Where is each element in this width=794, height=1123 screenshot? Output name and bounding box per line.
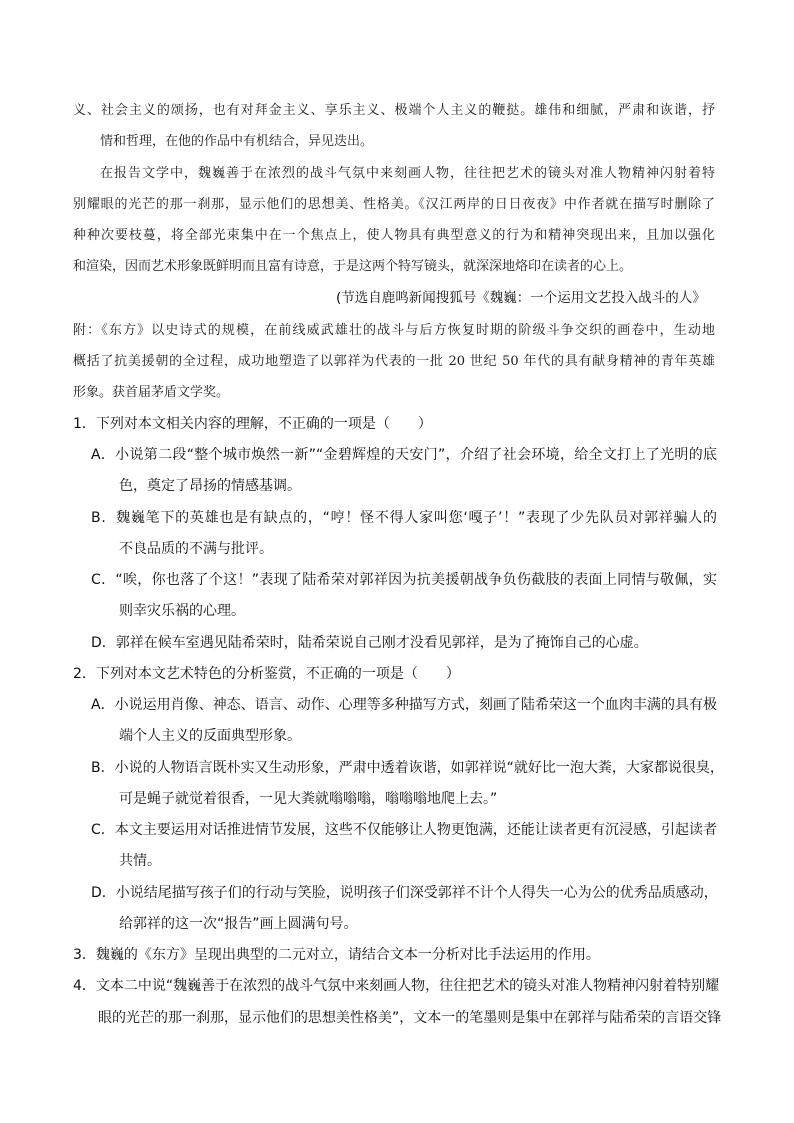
appendix-note-line-1: 附：《东方》以史诗式的规模，在前线威武雄壮的战斗与后方恢复时期的阶级斗争交织的画卷中，生动地 [73, 323, 715, 338]
question-2-option-d-line-2: 给郭祥的这一次“报告”画上圆满句号。 [119, 916, 358, 932]
question-2-option-c-line-2: 共情。 [119, 853, 161, 869]
question-1-option-c-line-2: 则幸灾乐祸的心理。 [119, 603, 245, 619]
text2-paragraph-2-line-1: 在报告文学中，魏巍善于在浓烈的战斗气氛中来刻画人物，往往把艺术的镜头对准人物精神闪射着特 [100, 166, 715, 181]
text2-paragraph-2-line-3: 种种次要枝蔓，将全部光束集中在一个焦点上，使人物具有典型意义的行为和精神突现出来，且加以强化 [73, 228, 715, 243]
appendix-note-line-2: 概括了抗美援朝的全过程，成功地塑造了以郭祥为代表的一批 20 世纪 50 年代的具有献身精神的青年英雄 [73, 354, 715, 369]
text2-paragraph-2-line-4: 和渲染，因而艺术形象既鲜明而且富有诗意，于是这两个特写镜头，就深深地烙印在读者的心上。 [73, 259, 633, 274]
question-1-option-b-line-2: 不良品质的不满与批评。 [119, 541, 273, 557]
question-2-option-c-line-1: C．本文主要运用对话推进情节发展，这些不仅能够让人物更饱满，还能让读者更有沉浸感，引起读者 [91, 822, 717, 838]
question-2-option-a-line-2: 端个人主义的反面典型形象。 [119, 728, 301, 744]
question-1-option-a-line-1: A．小说第二段“整个城市焕然一新”“金碧辉煌的天安门”，介绍了社会环境，给全文打上了光明的底 [91, 447, 717, 463]
appendix-note-line-3: 形象。获首届茅盾文学奖。 [73, 385, 230, 400]
question-1-option-a-line-2: 色，奠定了昂扬的情感基调。 [119, 478, 301, 494]
text2-paragraph-1-line-2: 情和哲理，在他的作品中有机结合，异见迭出。 [100, 134, 374, 149]
question-3: 3．魏巍的《东方》呈现出典型的二元对立，请结合文本一分析对比手法运用的作用。 [73, 947, 600, 963]
question-2-option-d-line-1: D．小说结尾描写孩子们的行动与笑脸，说明孩子们深受郭祥不计个人得失一心为公的优秀品质感动， [91, 885, 718, 901]
question-4-line-1: 4．文本二中说“魏巍善于在浓烈的战斗气氛中来刻画人物，往往把艺术的镜头对准人物精神闪射着特别耀 [73, 978, 720, 994]
question-1-option-c-line-1: C．“唉，你也落了个这！”表现了陆希荣对郭祥因为抗美援朝战争负伤截肢的表面上同情与敬佩，实 [91, 572, 717, 588]
text2-paragraph-2-line-2: 别耀眼的光芒的那一刹那，显示他们的思想美、性格美。《汉江两岸的日日夜夜》中作者就在描写时删除了 [73, 197, 715, 212]
question-1-option-b-line-1: B．魏巍笔下的英雄也是有缺点的，“哼！怪不得人家叫您‘嘎子’！”表现了少先队员对郭祥骗人的 [91, 510, 717, 526]
question-1-stem: 1．下列对本文相关内容的理解，不正确的一项是（ ） [73, 416, 432, 432]
question-2-option-b-line-2: 可是蝇子就觉着很香，一见大粪就嗡嗡嗡，嗡嗡嗡地爬上去。” [119, 791, 498, 807]
question-2-option-a-line-1: A．小说运用肖像、神态、语言、动作、心理等多种描写方式，刻画了陆希荣这一个血肉丰满的具有极 [91, 697, 717, 713]
question-1-option-d: D．郭祥在候车室遇见陆希荣时，陆希荣说自己刚才没看见郭祥，是为了掩饰自己的心虚。 [91, 635, 648, 651]
question-2-option-b-line-1: B．小说的人物语言既朴实又生动形象，严肃中透着诙谐，如郭祥说“就好比一泡大粪，大家都说很臭， [91, 760, 724, 776]
text2-paragraph-1-line-1: 义、社会主义的颂扬，也有对拜金主义、享乐主义、极端个人主义的鞭挞。雄伟和细腻，严肃和诙谐，抒 [73, 103, 715, 118]
text2-source-citation: (节选自鹿鸣新闻搜狐号《魏巍：一个运用文艺投入战斗的人》 [336, 290, 706, 306]
question-4-line-2: 眼的光芒的那一刹那，显示他们的思想美性格美”，文本一的笔墨则是集中在郭祥与陆希荣的言语交锋 [98, 1010, 722, 1026]
question-2-stem: 2．下列对本文艺术特色的分析鉴赏，不正确的一项是（ ） [73, 666, 460, 682]
